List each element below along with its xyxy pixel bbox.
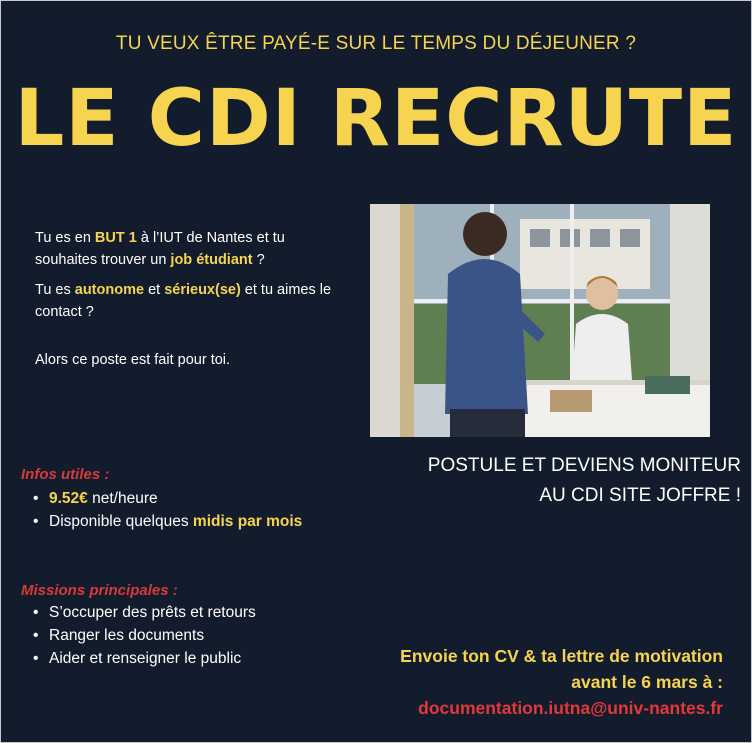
list-item: • Ranger les documents [31, 624, 256, 647]
intro-p1-text-a: Tu es en [35, 230, 95, 246]
intro-paragraph-1 [35, 227, 345, 271]
contact-line-2: avant le 6 mars à : [571, 672, 723, 692]
intro-p2-text-c: et [144, 282, 165, 298]
intro-p2-serieux: sérieux(se) [164, 282, 241, 298]
list-item: • S’occuper des prêts et retours [31, 601, 256, 624]
contact-line-1: Envoie ton CV & ta lettre de motivation [400, 646, 723, 666]
wage-unit: net/heure [87, 490, 158, 507]
intro-paragraph-3: Alors ce poste est fait pour toi. [35, 352, 231, 368]
intro-p2-text-a: Tu es [35, 282, 75, 298]
list-item [31, 510, 302, 533]
contact-email-link[interactable]: documentation.iutna@univ-nantes.fr [418, 698, 723, 718]
list-item [31, 487, 302, 510]
library-desk-photo [370, 204, 710, 437]
hourly-wage: 9.52€ [49, 490, 88, 507]
tagline: TU VEUX ÊTRE PAYÉ-E SUR LE TEMPS DU DÉJEUNER ? [115, 33, 637, 54]
call-to-action [361, 451, 741, 511]
cta-line-1: POSTULE ET DEVIENS MONITEUR [427, 455, 741, 476]
intro-p2-text-e: et tu aimes le contact ? [35, 282, 332, 320]
intro-paragraph-2 [35, 279, 345, 323]
intro-p2-autonome: autonome [74, 282, 145, 298]
cta-line-2: AU CDI SITE JOFFRE ! [539, 485, 741, 506]
intro-p1-job: job étudiant [170, 252, 253, 268]
availability-text: Disponible quelques [49, 513, 193, 530]
intro-p1-text-c: à l’IUT de Nantes et tu souhaites trouver un [35, 230, 285, 268]
intro-p1-text-e: ? [252, 252, 265, 268]
infos-title: Infos utiles : [21, 466, 110, 483]
missions-title: Missions principales : [21, 582, 178, 599]
missions-list [31, 601, 256, 670]
application-info [303, 643, 723, 721]
headline: LE CDI RECRUTE [14, 74, 738, 164]
availability-frequency: midis par mois [192, 513, 303, 530]
photo-illustration [370, 204, 710, 437]
list-item: • Aider et renseigner le public [31, 647, 256, 670]
infos-list [31, 487, 302, 533]
intro-p1-level: BUT 1 [94, 230, 137, 246]
intro-text [35, 227, 345, 379]
